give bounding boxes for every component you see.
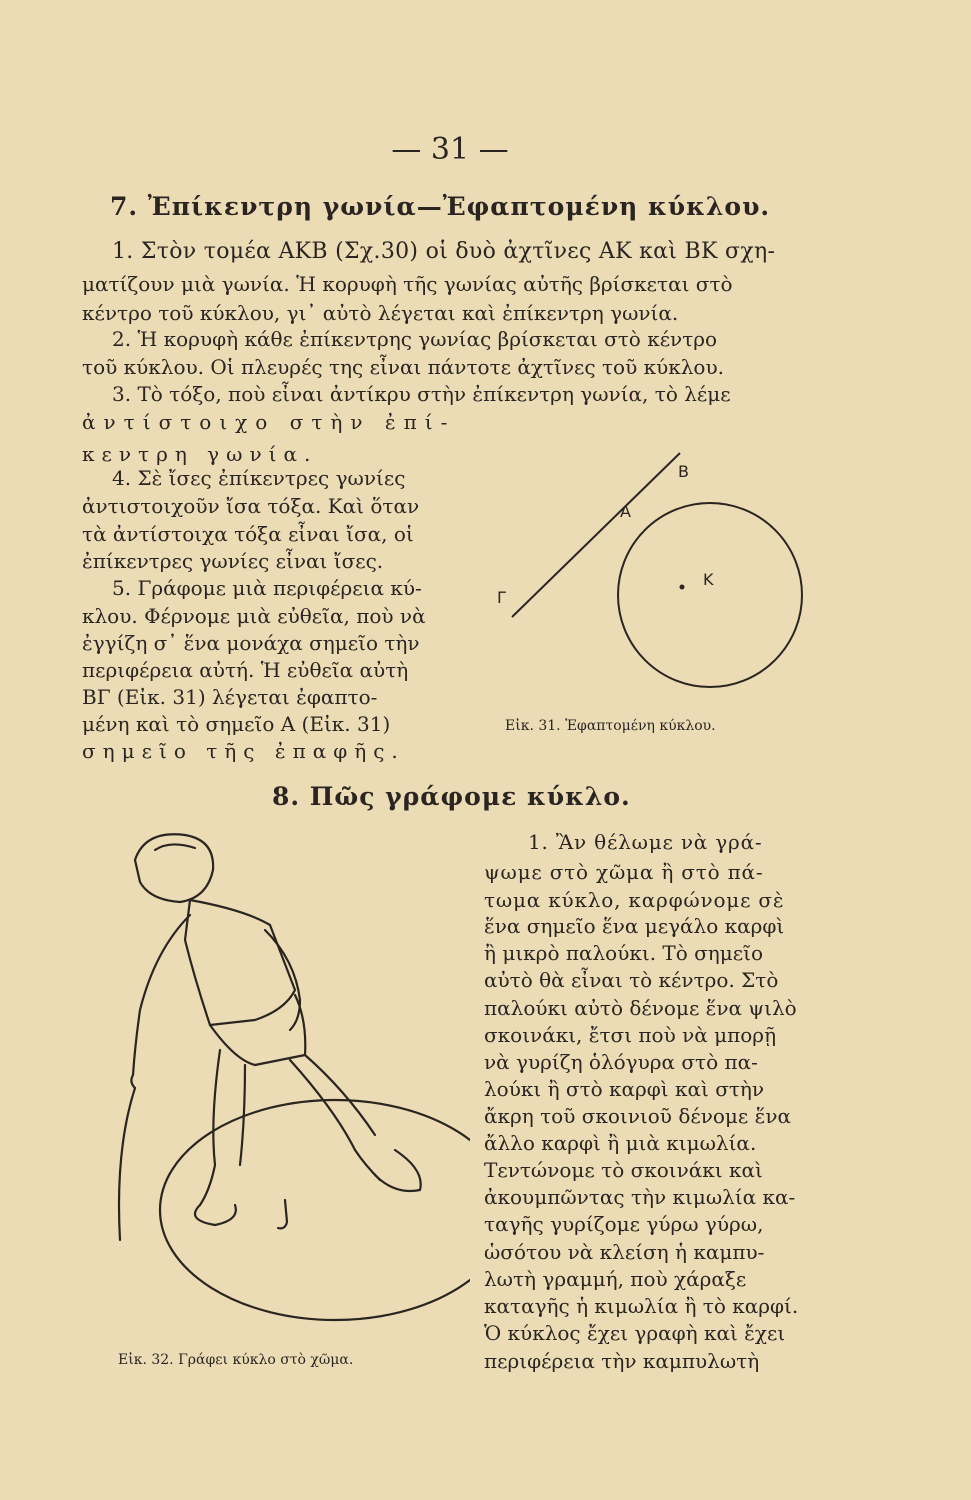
s8-line-12: ἄλλο καρφὶ ἢ μιὰ κιμωλία. (484, 1131, 757, 1155)
s7-line-18: μένη καὶ τὸ σημεῖο Α (Εἰκ. 31) (82, 712, 391, 736)
s7-line-19: σημεῖο τῆς ἐπαφῆς. (82, 739, 405, 763)
section-8-heading: 8. Πῶς γράφομε κύκλο. (272, 782, 631, 811)
s8-line-20: περιφέρεια τὴν καμπυλωτὴ (484, 1349, 760, 1373)
center-point (680, 585, 685, 590)
s7-line-3: κέντρο τοῦ κύκλου, γι᾽ αὐτὸ λέγεται καὶ ἐπίκεντρη γωνία. (82, 301, 679, 325)
s7-line-7: ἀντίστοιχο στὴν ἐπί- (82, 410, 456, 434)
s8-line-17: λωτὴ γραμμή, ποὺ χάραξε (484, 1267, 747, 1291)
figure-31-caption: Εἰκ. 31. Ἐφαπτομένη κύκλου. (505, 718, 716, 734)
s7-line-8: κεντρη γωνία. (82, 442, 318, 466)
s7-line-11: τὰ ἀντίστοιχα τόξα εἶναι ἴσα, οἱ (82, 522, 414, 546)
s7-line-6: 3. Τὸ τόξο, ποὺ εἶναι ἀντίκρυ στὴν ἐπίκεντρη γωνία, τὸ λέμε (112, 382, 731, 406)
s7-line-9: 4. Σὲ ἴσες ἐπίκεντρες γωνίες (112, 466, 406, 490)
s8-line-18: καταγῆς ἡ κιμωλία ἢ τὸ καρφί. (484, 1294, 799, 1318)
s8-line-14: ἀκουμπῶντας τὴν κιμωλία κα- (484, 1185, 796, 1209)
section-7-heading: 7. Ἐπίκεντρη γωνία—Ἐφαπτομένη κύκλου. (110, 192, 771, 221)
boy-arm (133, 915, 190, 1075)
s7-line-4: 2. Ἡ κορυφὴ κάθε ἐπίκεντρης γωνίας βρίσκεται στὸ κέντρο (112, 327, 718, 351)
s7-line-12: ἐπίκεντρες γωνίες εἶναι ἴσες. (82, 549, 384, 573)
fig31-label-b: Β (678, 462, 689, 481)
fig31-label-g: Γ (497, 588, 506, 607)
boy-torso (185, 900, 295, 1025)
fig31-label-k: Κ (703, 570, 714, 589)
fig31-label-a: Α (620, 502, 631, 521)
figure-32-caption: Εἰκ. 32. Γράφει κύκλο στὸ χῶμα. (118, 1352, 354, 1368)
s8-line-15: ταγῆς γυρίζομε γύρω γύρω, (484, 1212, 764, 1236)
figure-31-tangent-diagram (490, 445, 830, 715)
boy-leg-right (290, 1060, 380, 1180)
s7-line-1: 1. Στὸν τομέα ΑΚΒ (Σχ.30) οἱ δυὸ ἀχτῖνες ΑΚ καὶ ΒΚ σχη- (112, 239, 776, 264)
s7-line-13: 5. Γράφομε μιὰ περιφέρεια κύ- (112, 576, 422, 600)
s8-line-4: ἕνα σημεῖο ἕνα μεγάλο καρφὶ (484, 914, 785, 938)
s7-line-16: περιφέρεια αὐτή. Ἡ εὐθεῖα αὐτὴ (82, 658, 409, 682)
figure-32-boy-drawing-circle (95, 820, 470, 1360)
tangent-line (512, 453, 680, 617)
s8-line-13: Τεντώνομε τὸ σκοινάκι καὶ (484, 1158, 763, 1182)
string-line (119, 1088, 135, 1240)
s8-line-11: ἄκρη τοῦ σκοινιοῦ δένομε ἕνα (484, 1104, 792, 1128)
s7-line-15: ἐγγίζη σ᾽ ἕνα μονάχα σημεῖο τὴν (82, 631, 420, 655)
page-number: — 31 — (391, 132, 509, 167)
ground-circle (160, 1100, 470, 1320)
circle-shape (618, 503, 802, 687)
s7-line-10: ἀντιστοιχοῦν ἴσα τόξα. Καὶ ὅταν (82, 494, 420, 518)
s8-line-7: παλούκι αὐτὸ δένομε ἕνα ψιλὸ (484, 996, 797, 1020)
s8-line-6: αὐτὸ θὰ εἶναι τὸ κέντρο. Στὸ (484, 968, 779, 992)
s7-line-17: ΒΓ (Εἰκ. 31) λέγεται ἐφαπτο- (82, 685, 378, 709)
stake (278, 1200, 287, 1228)
s8-line-8: σκοινάκι, ἔτσι ποὺ νὰ μπορῇ (484, 1023, 777, 1047)
s7-line-5: τοῦ κύκλου. Οἱ πλευρές της εἶναι πάντοτε ἀχτῖνες τοῦ κύκλου. (82, 355, 724, 379)
s8-line-9: νὰ γυρίζη ὁλόγυρα στὸ πα- (484, 1050, 758, 1074)
s8-line-3: τωμα κύκλο, καρφώνομε σὲ (484, 888, 785, 912)
s7-line-14: κλου. Φέρνομε μιὰ εὐθεῖα, ποὺ νὰ (82, 604, 426, 628)
s8-line-2: ψωμε στὸ χῶμα ἢ στὸ πά- (484, 860, 764, 884)
s8-line-16: ὡσότου νὰ κλείση ἡ καμπυ- (484, 1240, 765, 1264)
s7-line-2: ματίζουν μιὰ γωνία. Ἡ κορυφὴ τῆς γωνίας αὐτῆς βρίσκεται στὸ (82, 272, 733, 296)
s8-line-1: 1. Ἂν θέλωμε νὰ γρά- (528, 830, 763, 854)
s8-line-19: Ὁ κύκλος ἔχει γραφὴ καὶ ἔχει (484, 1321, 786, 1345)
s8-line-10: λούκι ἢ στὸ καρφὶ καὶ στὴν (484, 1077, 765, 1101)
s8-line-5: ἢ μικρὸ παλούκι. Τὸ σημεῖο (484, 941, 764, 965)
